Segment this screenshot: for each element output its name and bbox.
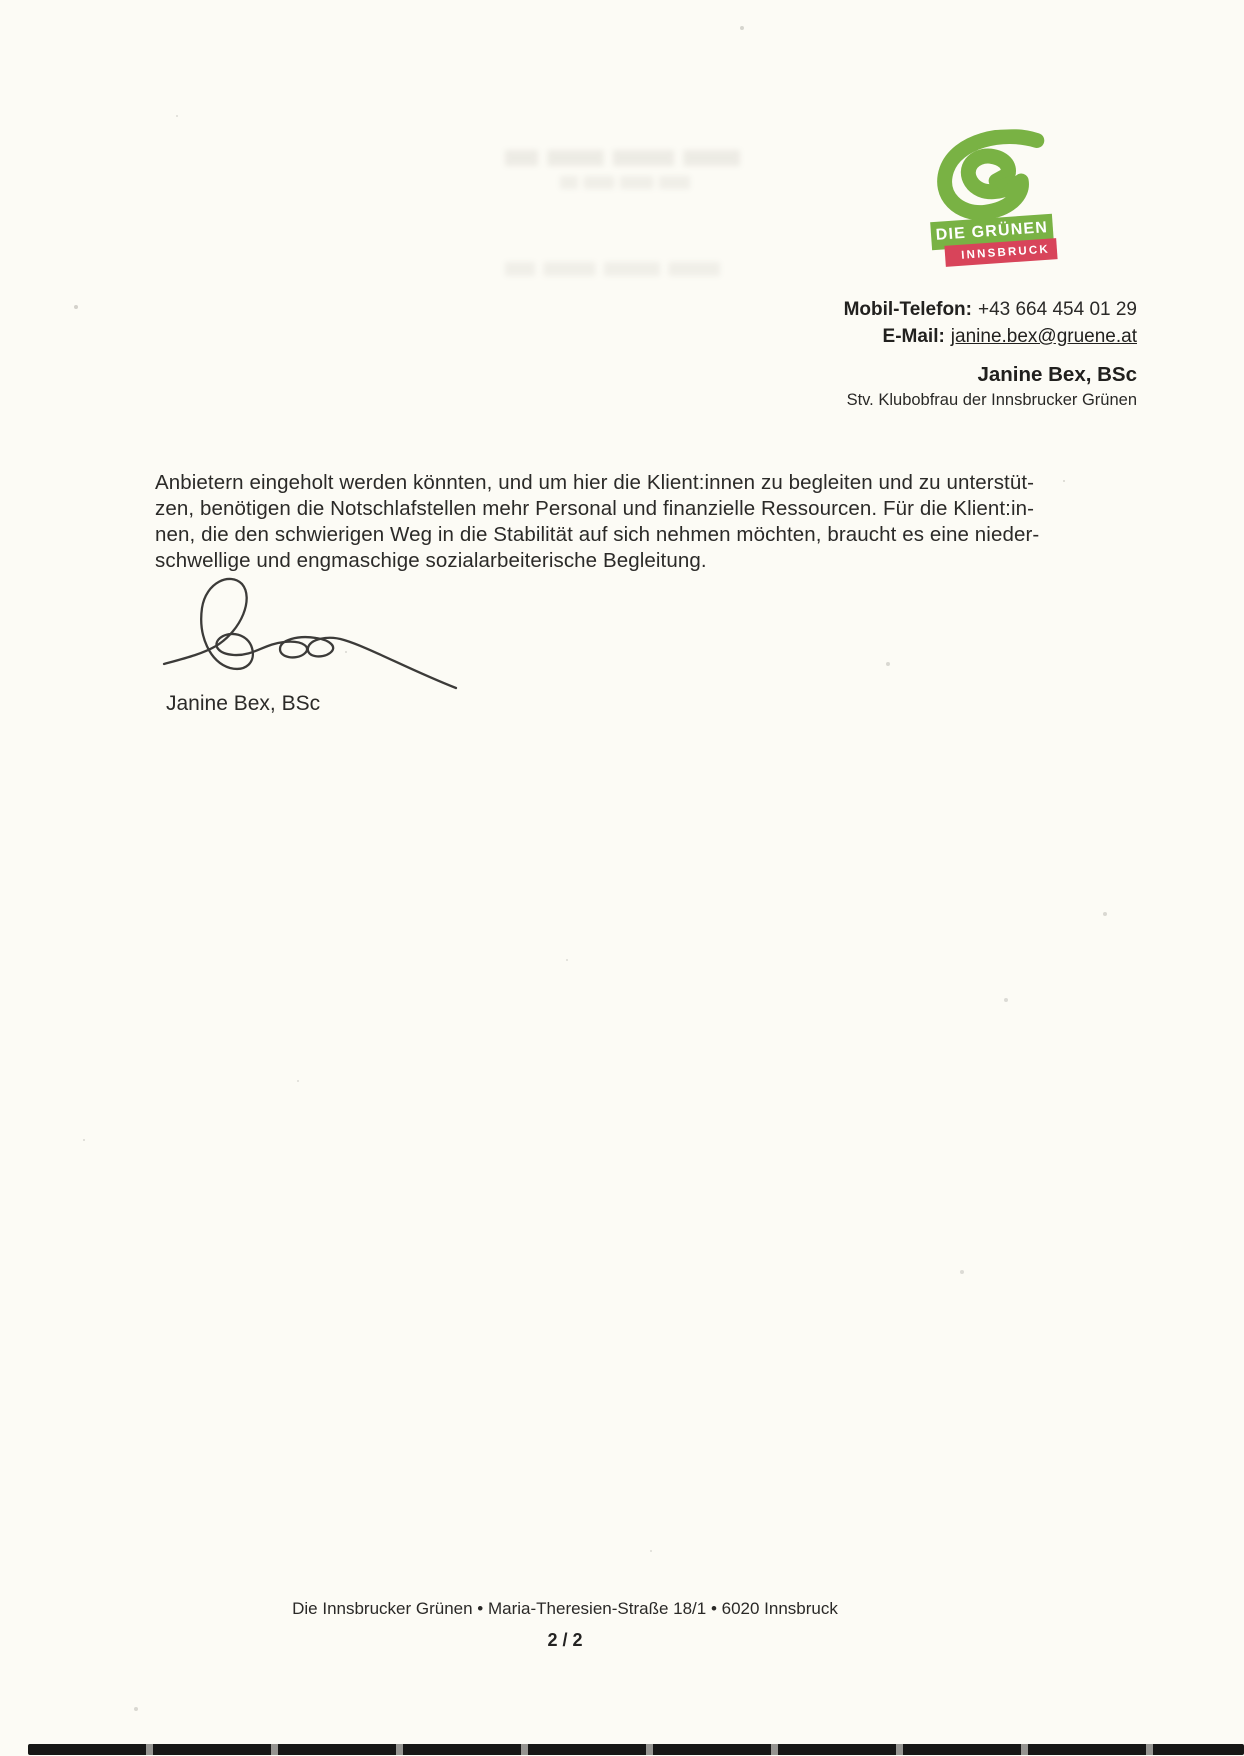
contact-block	[844, 296, 1137, 350]
handwritten-signature	[158, 568, 470, 700]
letter-body	[155, 470, 1085, 574]
body-line: nen, die den schwierigen Weg in die Stabilität auf sich nehmen möchten, braucht es eine nieder-	[155, 523, 1040, 546]
body-line: zen, benötigen die Notschlafstellen mehr Personal und finanzielle Ressourcen. Für die Klient:in-	[155, 497, 1035, 520]
typed-signature-name: Janine Bex, BSc	[166, 692, 321, 715]
sender-role: Stv. Klubobfrau der Innsbrucker Grünen	[846, 391, 1137, 409]
showthrough-smudge	[560, 176, 690, 189]
showthrough-smudge	[505, 262, 720, 276]
sender-name: Janine Bex, BSc	[977, 363, 1137, 386]
die-gruenen-innsbruck-logo	[928, 128, 1064, 268]
footer-address: Die Innsbrucker Grünen • Maria-Theresien-Straße 18/1 • 6020 Innsbruck	[292, 1599, 838, 1618]
email-line	[844, 323, 1137, 350]
showthrough-smudge	[505, 150, 740, 166]
phone-value: +43 664 454 01 29	[977, 299, 1137, 320]
phone-line	[844, 296, 1137, 323]
scan-noise-specks	[0, 0, 2, 2]
page-number: 2 / 2	[547, 1630, 583, 1650]
phone-label: Mobil-Telefon:	[843, 299, 972, 320]
body-line: schwellige und engmaschige sozialarbeiterische Begleitung.	[155, 549, 707, 572]
scan-edge-bar	[28, 1744, 1244, 1755]
logo-banner-text: DIE GRÜNEN	[935, 219, 1049, 244]
email-label: E-Mail:	[882, 326, 945, 347]
sender-block	[847, 362, 1137, 412]
email-address: janine.bex@gruene.at	[950, 326, 1137, 347]
logo-ribbon-text: INNSBRUCK	[960, 243, 1051, 262]
body-line: Anbietern eingeholt werden könnten, und um hier die Klient:innen zu begleiten und zu unterstüt-	[155, 471, 1035, 494]
gruene-g-swoosh-icon	[932, 128, 1055, 224]
